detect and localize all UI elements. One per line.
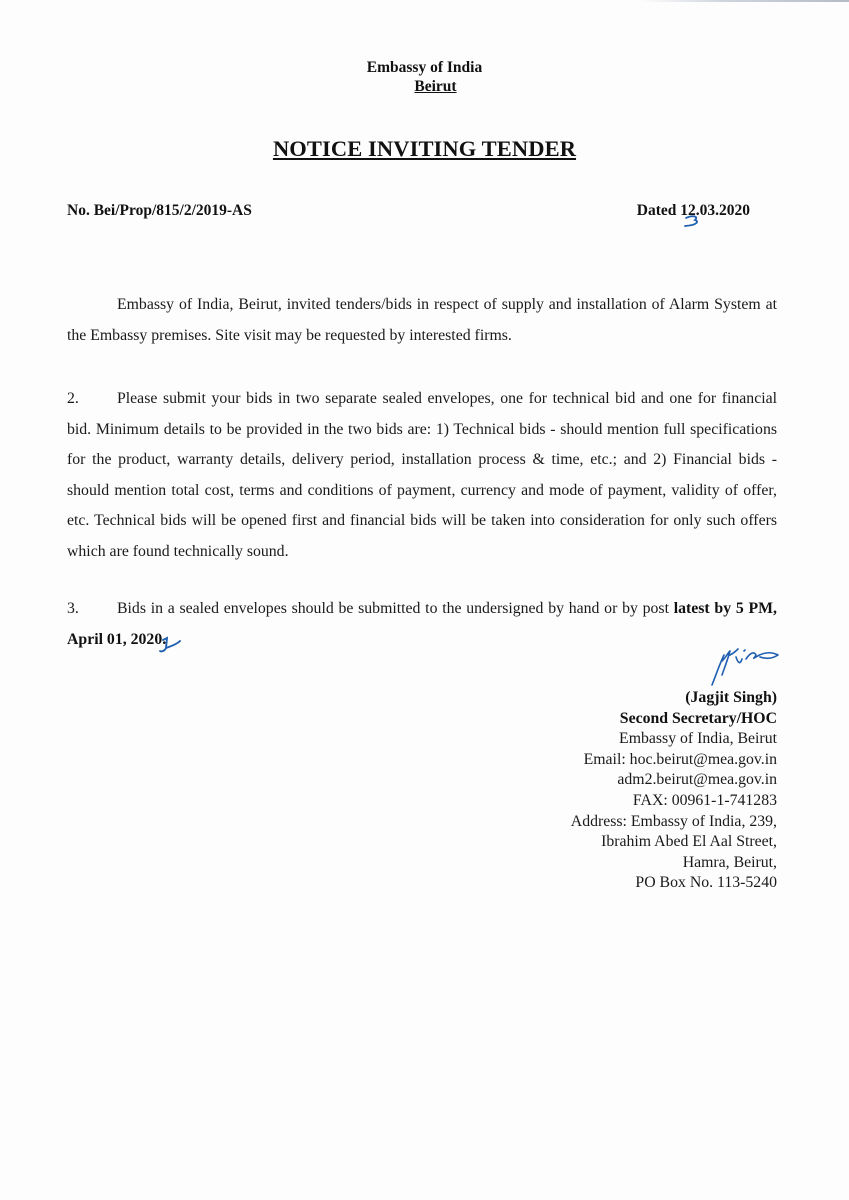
paragraph-2 [67, 384, 777, 567]
submission-deadline: latest by 5 PM, April 01, 2020. [67, 600, 778, 648]
document-date [637, 202, 750, 220]
paragraph-1 [67, 290, 777, 351]
letterhead [0, 58, 849, 96]
dated-label: Dated [636, 202, 677, 219]
signatory-office: Embassy of India, Beirut [619, 730, 777, 748]
paragraph-3-text: Bids in a sealed envelopes should be submitted to the undersigned by hand or by post [117, 600, 669, 617]
paragraph-3-number: 3. [67, 600, 79, 617]
signatory-email-secondary: adm2.beirut@mea.gov.in [617, 771, 777, 789]
paragraph-2-number: 2. [67, 390, 79, 407]
paragraph-2-text: Please submit your bids in two separate sealed envelopes, one for technical bid and one for financial bid. Minimum details to be provided in the two bids are: 1) Technical bids - should mention full specifications for the product, warranty details, delivery period, installation process & time, etc.; and 2) Financial bids - should mention total cost, terms and conditions of payment, currency and mode of payment, validity of offer, etc. Technical bids will be opened first and financial bids will be taken into consideration for only such offers which are found technically sound. [67, 390, 777, 560]
organization-name: Embassy of India [366, 59, 483, 76]
signatory-fax: FAX: 00961-1-741283 [632, 791, 777, 809]
signature [700, 645, 790, 690]
document-title: NOTICE INVITING TENDER [272, 136, 577, 161]
reference-number: No. Bei/Prop/815/2/2019-AS [67, 202, 252, 219]
paragraph-1-text: Embassy of India, Beirut, invited tenders/bids in respect of supply and installation of Alarm System at the Embassy premises. Site visit may be requested by interested firms. [67, 296, 777, 344]
paragraph-3 [67, 594, 777, 655]
signatory-block [571, 688, 777, 894]
signatory-address-line-1: Address: Embassy of India, 239, [570, 812, 777, 830]
scan-edge-artifact [640, 0, 849, 2]
signatory-address-line-3: Hamra, Beirut, [682, 853, 777, 871]
organization-city: Beirut [414, 78, 457, 95]
signatory-po-box: PO Box No. 113-5240 [635, 874, 777, 892]
date-value: 12.03.2020 [680, 202, 750, 219]
signatory-address-line-2: Ibrahim Abed El Aal Street, [601, 833, 777, 851]
signatory-designation: Second Secretary/HOC [619, 709, 777, 727]
signatory-name: (Jagjit Singh) [685, 689, 777, 706]
reference-line [67, 202, 750, 220]
signatory-email-primary: Email: hoc.beirut@mea.gov.in [583, 750, 777, 768]
